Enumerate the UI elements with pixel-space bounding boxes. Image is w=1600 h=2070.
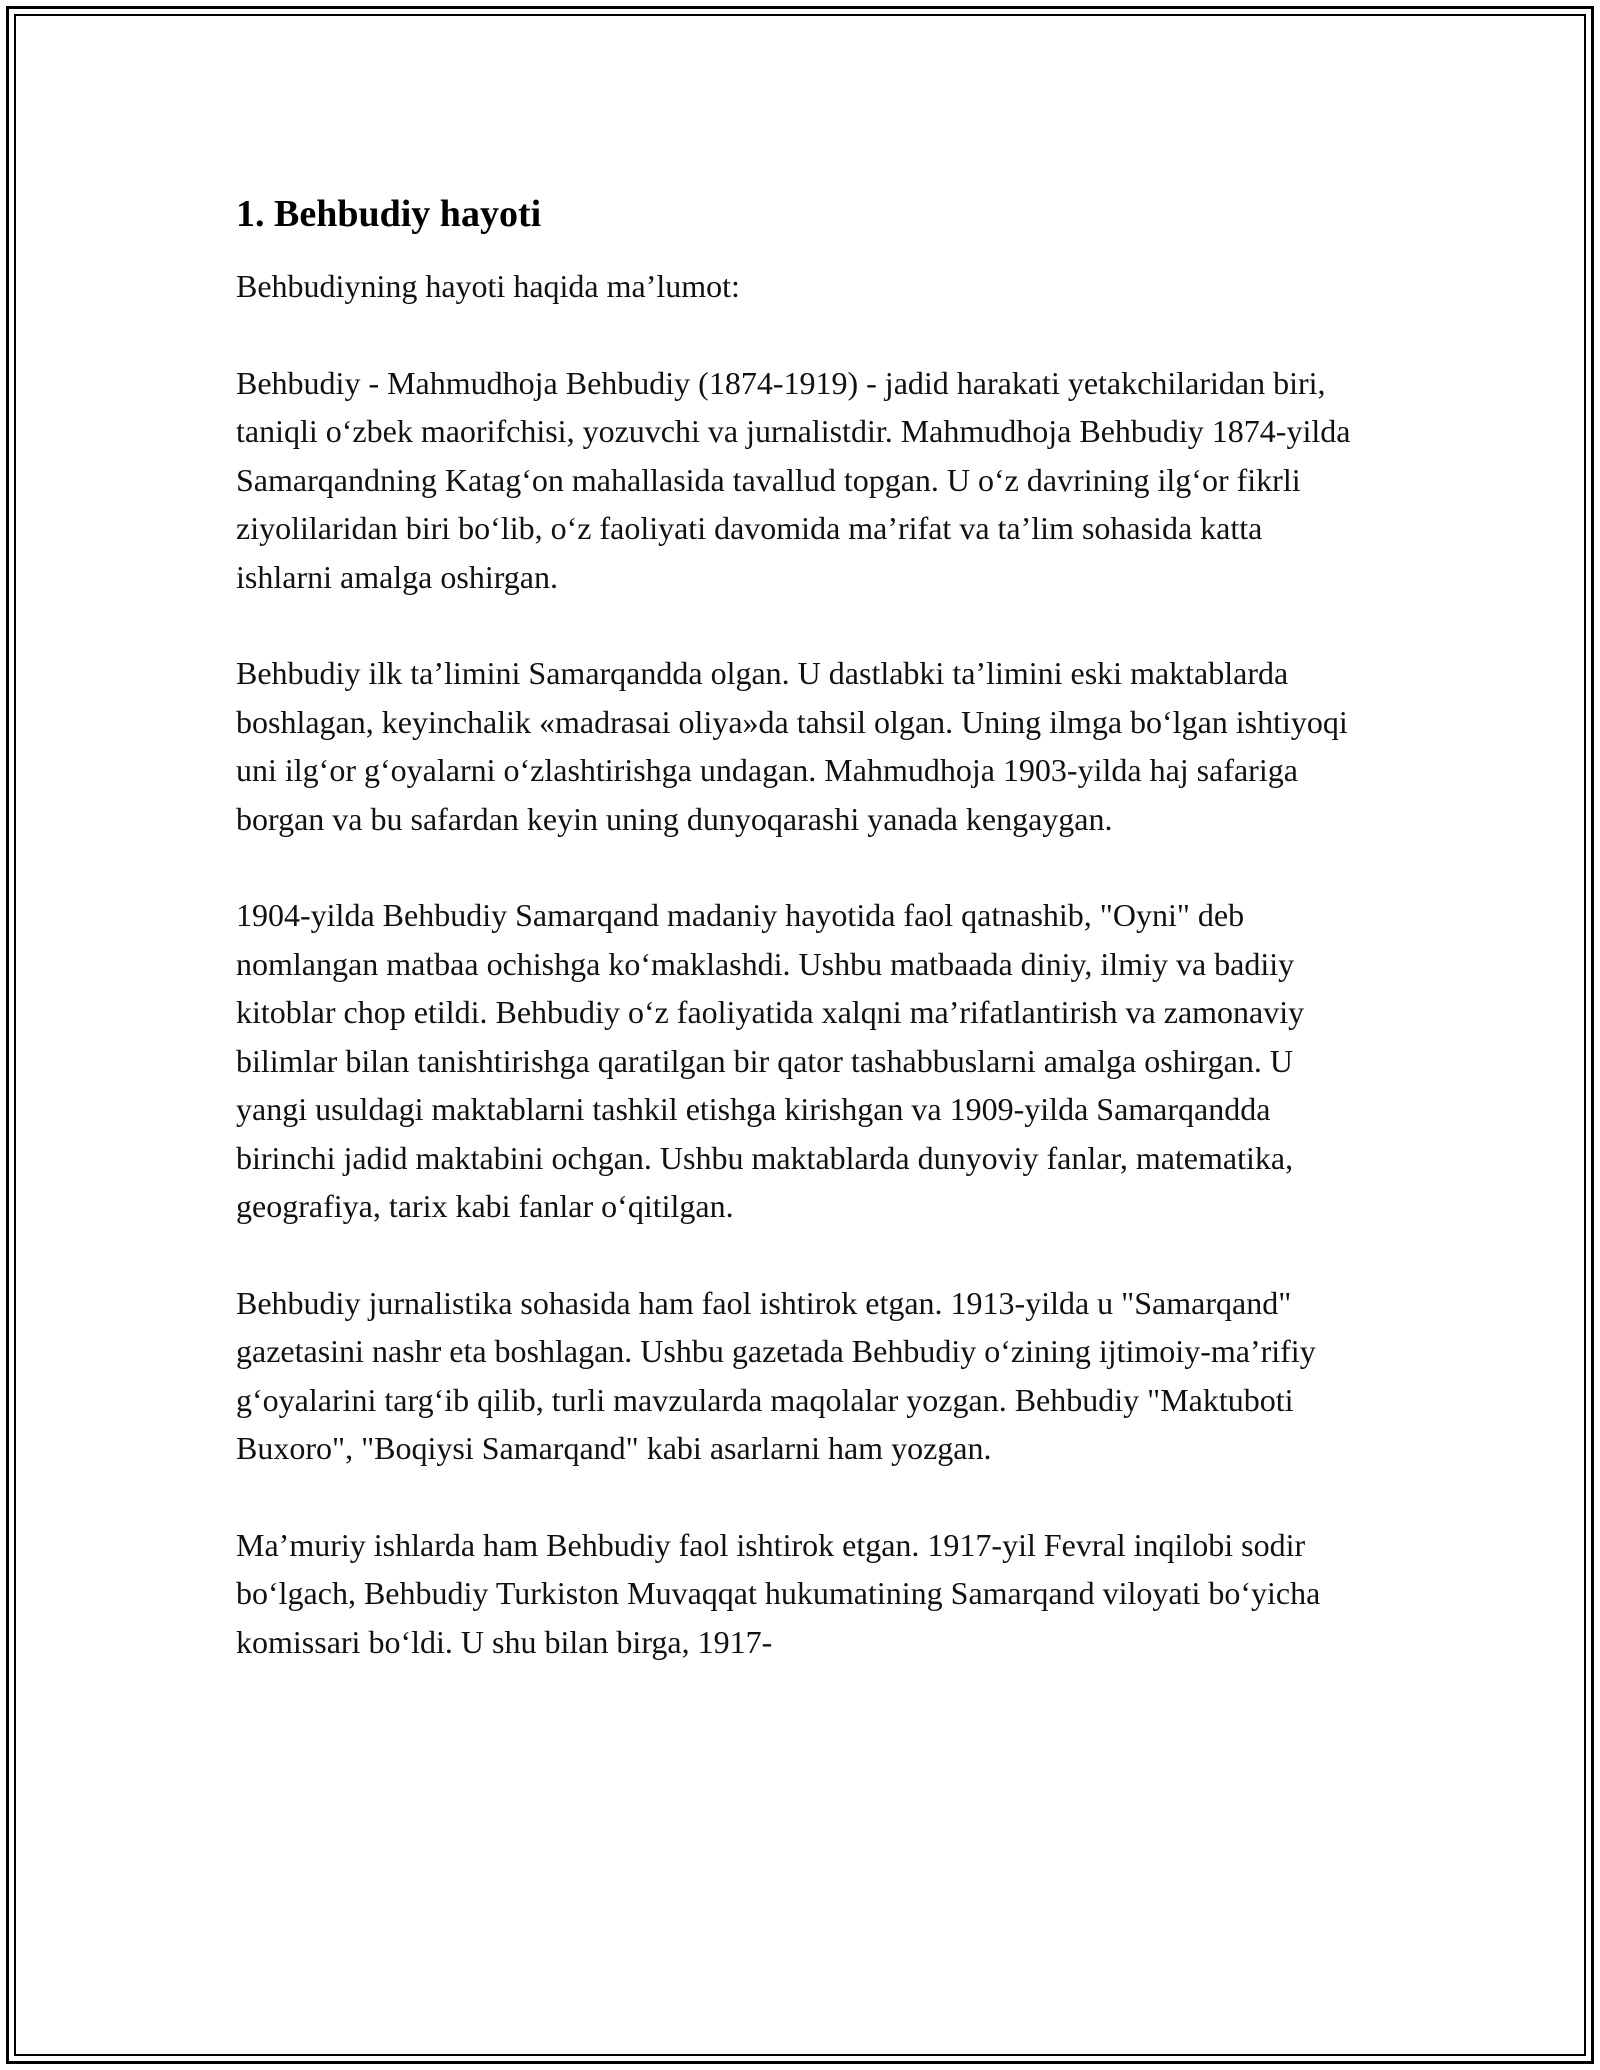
section-heading: 1. Behbudiy hayoti [236, 193, 542, 235]
paragraph-printing-house: 1904-yilda Behbudiy Samarqand madaniy hayotida faol qatnashib, "Oyni" deb nomlangan matbaa ochishga ko‘maklashdi. Ushbu matbaada diniy, ilmiy va badiiy kitoblar chop etildi. Behbudiy o‘z faoliyatida xalqni ma’rifatlantirish va zamonaviy bilimlar bilan tanishtirishga qaratilgan bir qator tashabbuslarni amalga oshirgan. U yangi usuldagi maktablarni tashkil etishga kirishgan va 1909-yilda Samarqandda birinchi jadid maktabini ochgan. Ushbu maktablarda dunyoviy fanlar, matematika, geografiya, tarix kabi fanlar o‘qitilgan. [236, 897, 1305, 1224]
paragraph-biography: Behbudiy - Mahmudhoja Behbudiy (1874-1919) - jadid harakati yetakchilaridan biri, taniqli o‘zbek maorifchisi, yozuvchi va jurnalistdir. Mahmudhoja Behbudiy 1874-yilda Samarqandning Katag‘on mahallasida tavallud topgan. U o‘z davrining ilg‘or fikrli ziyolilaridan biri bo‘lib, o‘z faoliyati davomida ma’rifat va ta’lim sohasida katta ishlarni amalga oshirgan. [236, 364, 1351, 595]
paragraph-education: Behbudiy ilk ta’limini Samarqandda olgan. U dastlabki ta’limini eski maktablarda boshlagan, keyinchalik «madrasai oliya»da tahsil olgan. Uning ilmga bo‘lgan ishtiyoqi uni ilg‘or g‘oyalarni o‘zlashtirishga undagan. Mahmudhoja 1903-yilda haj safariga borgan va bu safardan keyin uning dunyoqarashi yanada kengaygan. [236, 655, 1348, 837]
paragraph-administration: Ma’muriy ishlarda ham Behbudiy faol ishtirok etgan. 1917-yil Fevral inqilobi sodir bo‘lgach, Behbudiy Turkiston Muvaqqat hukumatining Samarqand viloyati bo‘yicha komissari bo‘ldi. U shu bilan birga, 1917- [236, 1526, 1321, 1660]
intro-paragraph: Behbudiyning hayoti haqida ma’lumot: [236, 268, 740, 304]
paragraph-journalism: Behbudiy jurnalistika sohasida ham faol ishtirok etgan. 1913-yilda u "Samarqand" gazetasini nashr eta boshlagan. Ushbu gazetada Behbudiy o‘zining ijtimoiy-ma’rifiy g‘oyalarini targ‘ib qilib, turli mavzularda maqolalar yozgan. Behbudiy "Maktuboti Buxoro", "Boqiysi Samarqand" kabi asarlarni ham yozgan. [236, 1284, 1316, 1466]
document-body [236, 186, 1356, 1714]
